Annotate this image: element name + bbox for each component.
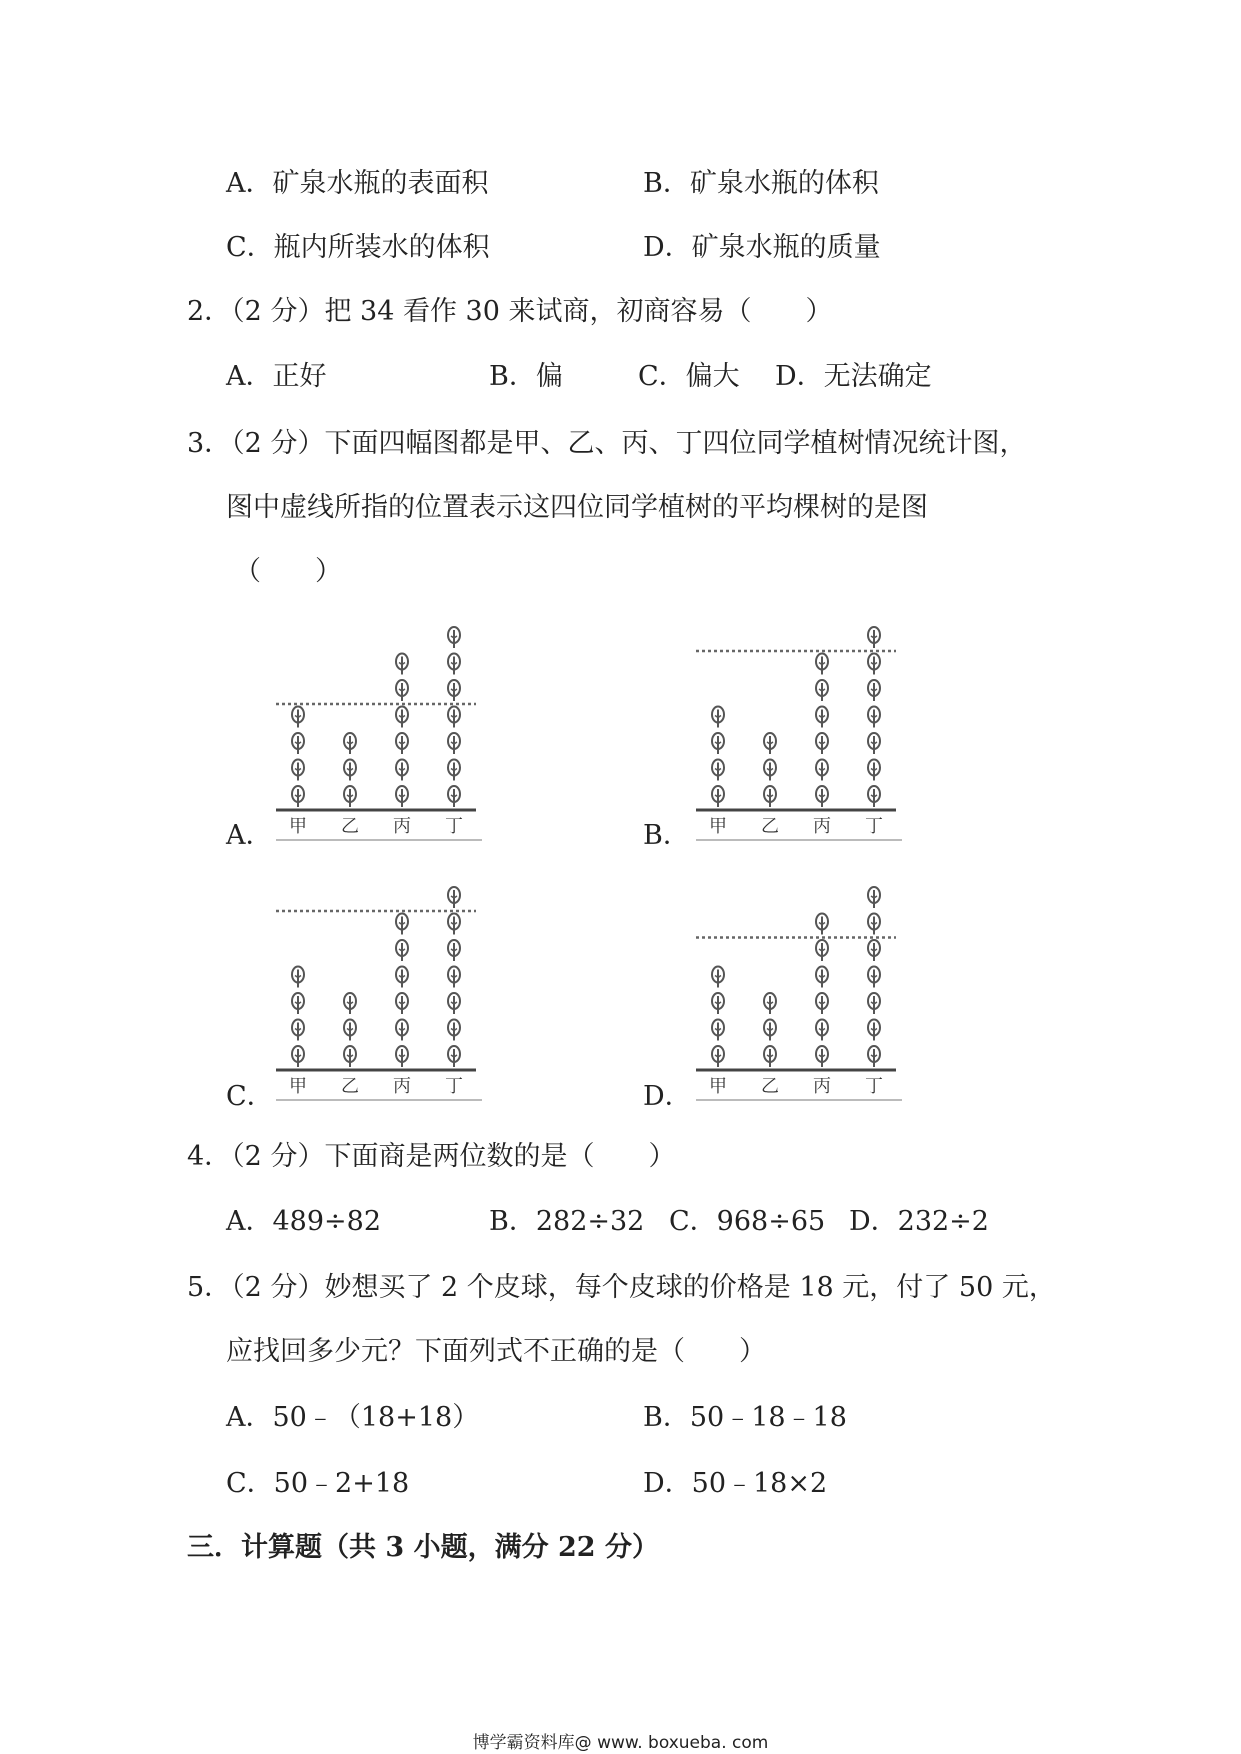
category-label: 丙: [393, 1076, 411, 1097]
tree-icon: [764, 1046, 776, 1067]
tree-icon: [712, 993, 724, 1014]
tree-icon: [868, 680, 880, 701]
tree-icon: [396, 940, 408, 961]
tree-icon: [868, 627, 880, 648]
q5-option-c: C．50﹣2+18: [226, 1468, 410, 1499]
category-label: 乙: [341, 816, 359, 837]
tree-icon: [292, 707, 304, 728]
tree-icon: [712, 967, 724, 988]
tree-icon: [344, 733, 356, 754]
tree-icon: [868, 760, 880, 781]
q2-option-a: A．正好: [226, 361, 327, 392]
tree-icon: [712, 786, 724, 807]
tree-icon: [448, 627, 460, 648]
tree-icon: [868, 940, 880, 961]
tree-icon: [292, 993, 304, 1014]
category-label: 甲: [289, 816, 307, 837]
tree-icon: [292, 967, 304, 988]
category-label: 甲: [709, 816, 727, 837]
q4-stem: 4．（2 分）下面商是两位数的是（ ）: [187, 1141, 676, 1172]
tree-icon: [396, 1020, 408, 1041]
q3-option-c-letter: C．: [226, 1081, 274, 1112]
tree-icon: [868, 733, 880, 754]
category-label: 乙: [761, 816, 779, 837]
q1-option-d: D．矿泉水瓶的质量: [643, 232, 881, 263]
category-label: 丁: [865, 1076, 883, 1097]
category-label: 乙: [761, 1076, 779, 1097]
tree-icon: [292, 786, 304, 807]
tree-icon: [868, 654, 880, 675]
q4-option-a: A．489÷82: [226, 1206, 382, 1237]
q5-option-d: D．50﹣18×2: [643, 1468, 828, 1499]
category-label: 丁: [445, 1076, 463, 1097]
tree-icon: [712, 733, 724, 754]
tree-icon: [868, 707, 880, 728]
tree-icon: [292, 1046, 304, 1067]
tree-icon: [448, 654, 460, 675]
q2-option-c: C．偏大: [638, 361, 740, 392]
tree-icon: [868, 967, 880, 988]
tree-icon: [712, 760, 724, 781]
tree-icon: [764, 1020, 776, 1041]
tree-icon: [712, 1020, 724, 1041]
q5-option-a: A．50﹣（18+18）: [226, 1402, 480, 1433]
q1-option-b: B．矿泉水瓶的体积: [643, 168, 879, 199]
tree-icon: [816, 967, 828, 988]
pictograph-d: [690, 870, 940, 1110]
footer-watermark: 博学霸资料库@ www. boxueba. com: [472, 1733, 769, 1753]
q1-option-c: C．瓶内所装水的体积: [226, 232, 490, 263]
q3-stem-line3: （ ）: [234, 556, 342, 587]
tree-icon: [448, 887, 460, 908]
category-label: 丙: [393, 816, 411, 837]
category-label: 丁: [865, 816, 883, 837]
tree-icon: [764, 733, 776, 754]
pictograph-a: [270, 610, 510, 850]
category-label: 丙: [813, 816, 831, 837]
tree-icon: [448, 733, 460, 754]
q1-option-a: A．矿泉水瓶的表面积: [226, 168, 489, 199]
q2-option-d: D．无法确定: [775, 361, 932, 392]
q4-option-c: C．968÷65: [669, 1206, 826, 1237]
tree-icon: [712, 1046, 724, 1067]
tree-icon: [396, 654, 408, 675]
pictograph-c: [270, 870, 520, 1110]
q4-option-d: D．232÷2: [849, 1206, 989, 1237]
tree-icon: [292, 733, 304, 754]
tree-icon: [816, 993, 828, 1014]
tree-icon: [344, 1046, 356, 1067]
tree-icon: [396, 760, 408, 781]
q2-stem: 2．（2 分）把 34 看作 30 来试商，初商容易（ ）: [187, 296, 833, 327]
q3-option-a-letter: A．: [226, 820, 273, 851]
tree-icon: [816, 940, 828, 961]
tree-icon: [396, 707, 408, 728]
category-label: 甲: [289, 1076, 307, 1097]
tree-icon: [396, 1046, 408, 1067]
tree-icon: [764, 993, 776, 1014]
q3-option-b-letter: B．: [643, 820, 690, 851]
tree-icon: [868, 1020, 880, 1041]
q5-stem-line2: 应找回多少元？下面列式不正确的是（ ）: [226, 1336, 766, 1367]
tree-icon: [292, 760, 304, 781]
q5-stem-line1: 5．（2 分）妙想买了 2 个皮球，每个皮球的价格是 18 元，付了 50 元，: [187, 1272, 1056, 1303]
tree-icon: [816, 707, 828, 728]
tree-icon: [868, 887, 880, 908]
tree-icon: [448, 993, 460, 1014]
tree-icon: [816, 914, 828, 935]
tree-icon: [448, 940, 460, 961]
tree-icon: [868, 993, 880, 1014]
tree-icon: [868, 786, 880, 807]
tree-icon: [448, 1020, 460, 1041]
tree-icon: [396, 967, 408, 988]
tree-icon: [816, 1020, 828, 1041]
tree-icon: [396, 680, 408, 701]
tree-icon: [448, 707, 460, 728]
tree-icon: [344, 786, 356, 807]
tree-icon: [448, 786, 460, 807]
tree-icon: [448, 914, 460, 935]
tree-icon: [344, 760, 356, 781]
tree-icon: [868, 914, 880, 935]
tree-icon: [396, 786, 408, 807]
tree-icon: [816, 760, 828, 781]
category-label: 甲: [709, 1076, 727, 1097]
q5-option-b: B．50﹣18﹣18: [643, 1402, 847, 1433]
q3-stem-line1: 3．（2 分）下面四幅图都是甲、乙、丙、丁四位同学植树情况统计图，: [187, 428, 1027, 459]
q3-option-d-letter: D．: [643, 1081, 692, 1112]
tree-icon: [292, 1020, 304, 1041]
tree-icon: [396, 733, 408, 754]
tree-icon: [344, 1020, 356, 1041]
tree-icon: [764, 786, 776, 807]
pictograph-b: [690, 610, 940, 850]
tree-icon: [344, 993, 356, 1014]
tree-icon: [448, 680, 460, 701]
category-label: 丁: [445, 816, 463, 837]
tree-icon: [448, 760, 460, 781]
tree-icon: [396, 914, 408, 935]
tree-icon: [448, 1046, 460, 1067]
tree-icon: [816, 654, 828, 675]
category-label: 丙: [813, 1076, 831, 1097]
section-3-heading: 三．计算题（共 3 小题，满分 22 分）: [187, 1532, 659, 1563]
tree-icon: [396, 993, 408, 1014]
tree-icon: [448, 967, 460, 988]
q4-option-b: B．282÷32: [489, 1206, 645, 1237]
tree-icon: [764, 760, 776, 781]
tree-icon: [868, 1046, 880, 1067]
tree-icon: [816, 1046, 828, 1067]
tree-icon: [712, 707, 724, 728]
tree-icon: [816, 786, 828, 807]
q3-stem-line2: 图中虚线所指的位置表示这四位同学植树的平均棵树的是图: [226, 492, 928, 523]
category-label: 乙: [341, 1076, 359, 1097]
q2-option-b: B．偏: [489, 361, 563, 392]
tree-icon: [816, 733, 828, 754]
tree-icon: [816, 680, 828, 701]
